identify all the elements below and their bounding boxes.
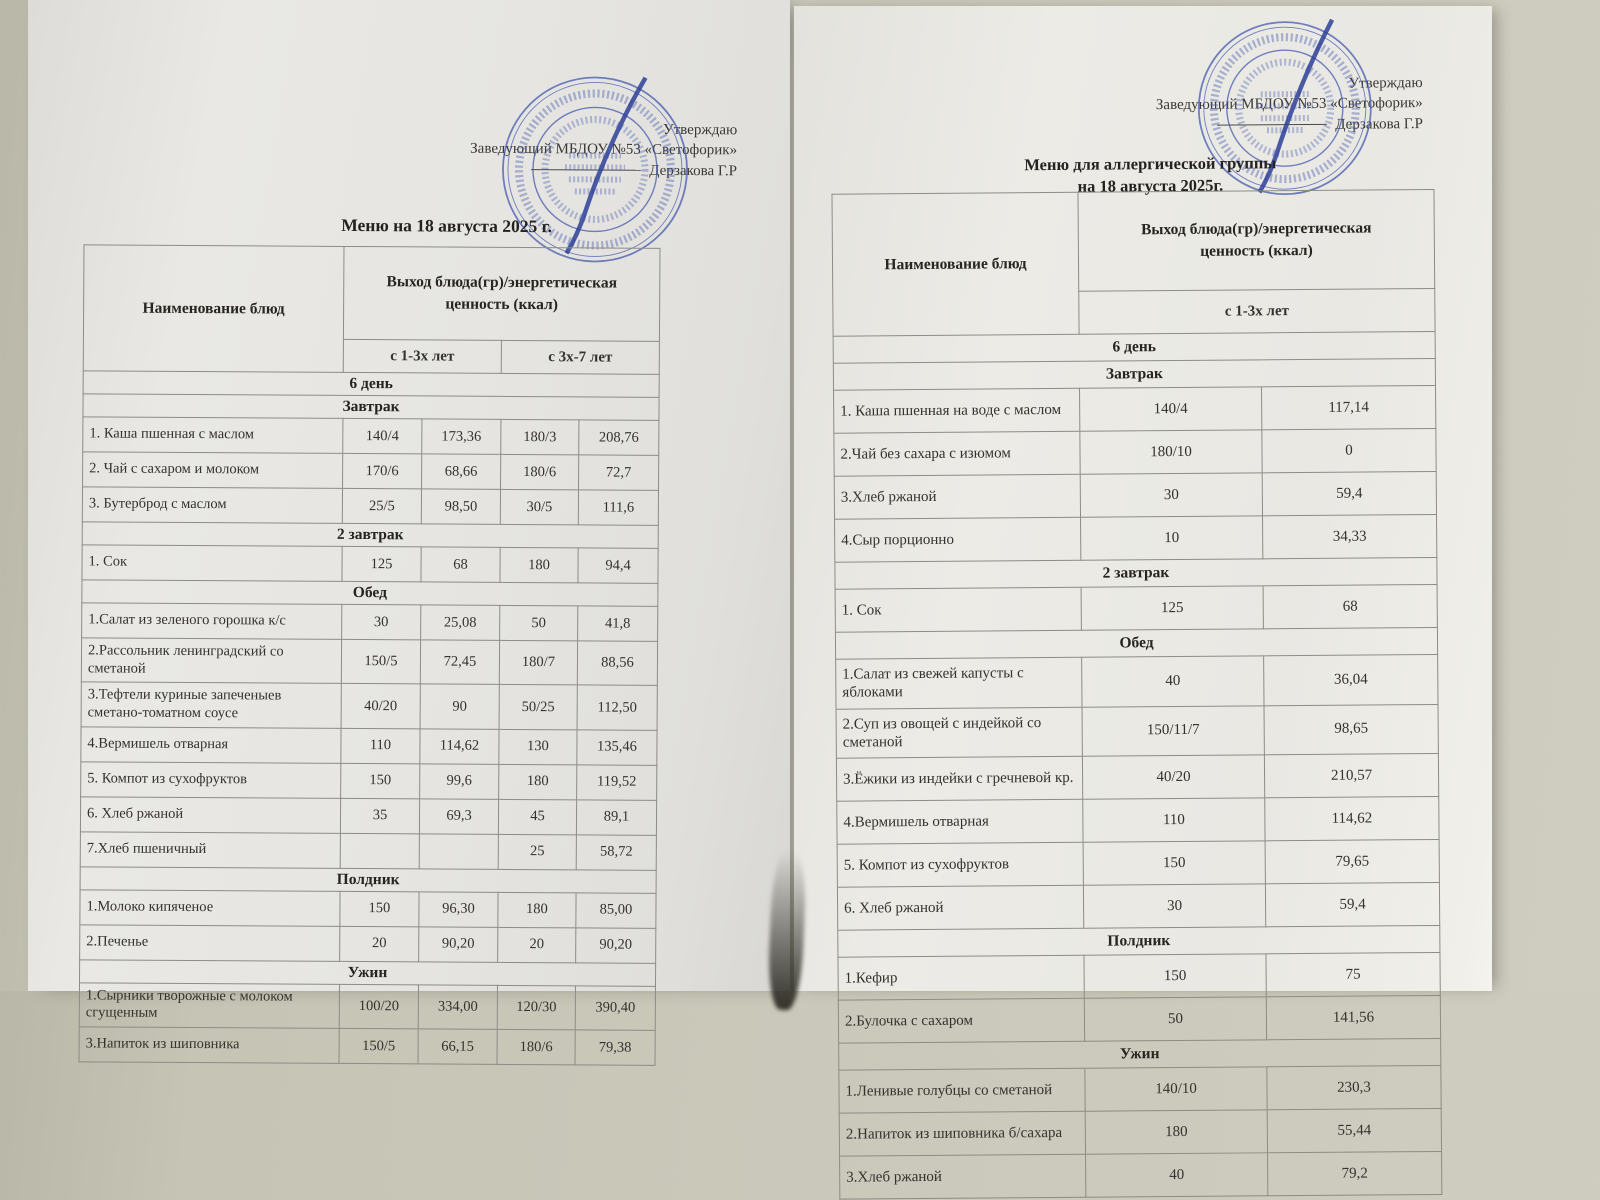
- value-cell: 150: [1083, 841, 1265, 885]
- value-cell: 34,33: [1263, 514, 1437, 558]
- value-cell: 180/10: [1080, 430, 1262, 474]
- col-header-age-1-3: с 1-3х лет: [343, 339, 501, 373]
- menu-item-row: [838, 996, 1440, 1044]
- value-cell: 59,4: [1262, 471, 1436, 515]
- value-cell: 25/5: [342, 488, 421, 523]
- signature-line: [531, 169, 641, 171]
- menu-table-main: [79, 244, 661, 1066]
- menu-table-body: [79, 371, 659, 1066]
- page-title-line2: на 18 августа 2025г.: [1077, 175, 1224, 197]
- value-cell: 180: [1085, 1110, 1267, 1154]
- col-header-output: Выход блюда(гр)/энергетическая ценность (ккал): [343, 246, 660, 341]
- value-cell: 135,46: [577, 730, 657, 765]
- header-row: [832, 189, 1435, 293]
- table-header: [832, 189, 1435, 336]
- value-cell: 100/20: [339, 984, 418, 1029]
- value-cell: 20: [498, 927, 576, 962]
- menu-item-row: [81, 682, 657, 730]
- value-cell: 180/6: [501, 454, 579, 489]
- value-cell: 117,14: [1262, 385, 1436, 429]
- value-cell: 50: [500, 605, 578, 640]
- menu-item-row: [835, 514, 1437, 562]
- dish-name-cell: 5. Компот из сухофруктов: [837, 842, 1083, 887]
- dish-name-cell: 1. Каша пшенная с маслом: [83, 417, 343, 454]
- menu-item-row: [834, 385, 1436, 433]
- menu-item-row: [79, 983, 655, 1031]
- value-cell: 94,4: [578, 548, 658, 583]
- value-cell: 50: [1084, 997, 1266, 1041]
- menu-item-row: [834, 428, 1436, 476]
- approval-block: [1003, 73, 1423, 137]
- table-header: [83, 245, 660, 375]
- dish-name-cell: 4.Вермишель отварная: [81, 727, 341, 764]
- dish-name-cell: 1. Сок: [835, 587, 1081, 632]
- menu-item-row: [837, 797, 1439, 845]
- value-cell: 68,66: [422, 454, 501, 489]
- value-cell: 334,00: [418, 985, 497, 1030]
- value-cell: [340, 833, 419, 868]
- value-cell: 88,56: [577, 641, 657, 686]
- dish-name-cell: 4.Сыр порционно: [835, 517, 1081, 562]
- col-header-dish-name: Наименование блюд: [832, 192, 1079, 336]
- value-cell: 110: [341, 728, 420, 763]
- menu-item-row: [81, 762, 657, 801]
- value-cell: 150: [340, 891, 419, 926]
- value-cell: 36,04: [1264, 654, 1438, 705]
- value-cell: 130: [499, 729, 577, 764]
- dish-name-cell: 1. Каша пшенная на воде с маслом: [834, 388, 1080, 433]
- value-cell: 180/3: [501, 419, 579, 454]
- value-cell: 75: [1266, 953, 1440, 997]
- menu-item-row: [839, 1109, 1441, 1157]
- value-cell: 30/5: [500, 489, 578, 524]
- dish-name-cell: 5. Компот из сухофруктов: [81, 762, 341, 799]
- value-cell: 68: [1263, 584, 1437, 628]
- dish-name-cell: 6. Хлеб ржаной: [837, 885, 1083, 930]
- value-cell: 90: [420, 684, 499, 729]
- day-label: 6 день: [83, 371, 659, 398]
- dish-name-cell: 7.Хлеб пшеничный: [80, 832, 340, 869]
- approval-line: Заведующий МБДОУ №53 «Светофорик»: [1155, 95, 1423, 114]
- value-cell: 125: [1081, 586, 1263, 630]
- col-header-dish-name: Наименование блюд: [83, 245, 344, 373]
- meal-section-title: Ужин: [839, 1039, 1441, 1071]
- menu-item-row: [82, 603, 658, 642]
- value-cell: 180: [499, 764, 577, 799]
- meal-section-title: 2 завтрак: [82, 522, 658, 549]
- dish-name-cell: 1.Молоко кипяченое: [80, 890, 340, 927]
- value-cell: 72,7: [579, 455, 659, 490]
- dish-name-cell: 1.Кефир: [838, 955, 1084, 1000]
- value-cell: 180/6: [497, 1030, 575, 1065]
- meal-section-title: Полдник: [838, 926, 1440, 958]
- value-cell: 50/25: [499, 685, 577, 730]
- value-cell: 96,30: [419, 892, 498, 927]
- menu-item-row: [839, 1066, 1441, 1114]
- value-cell: 150: [1084, 954, 1266, 998]
- menu-item-row: [80, 925, 656, 964]
- value-cell: 55,44: [1267, 1109, 1441, 1153]
- menu-item-row: [837, 840, 1439, 888]
- approver-name: Дерзакова Г.Р: [1335, 115, 1424, 133]
- value-cell: 68: [421, 547, 500, 582]
- value-cell: 141,56: [1266, 996, 1440, 1040]
- value-cell: 90,20: [576, 928, 656, 963]
- value-cell: 45: [498, 799, 576, 834]
- value-cell: 210,57: [1264, 754, 1438, 798]
- value-cell: 90,20: [419, 927, 498, 962]
- value-cell: 66,15: [418, 1029, 497, 1064]
- value-cell: 30: [342, 604, 421, 639]
- value-cell: 30: [1080, 473, 1262, 517]
- dish-name-cell: 3.Напиток из шиповника: [79, 1027, 339, 1064]
- value-cell: 89,1: [576, 800, 656, 835]
- menu-item-row: [83, 452, 659, 491]
- approval-signature-line: [1003, 114, 1423, 138]
- value-cell: 150: [341, 763, 420, 798]
- value-cell: 69,3: [419, 799, 498, 834]
- header-row: [83, 245, 660, 342]
- meal-section-title: Полдник: [80, 867, 656, 894]
- approval-signature-line: [317, 158, 737, 181]
- menu-document-main: [28, 0, 790, 1056]
- meal-section-title: Обед: [835, 627, 1437, 659]
- value-cell: 98,65: [1264, 704, 1438, 755]
- dish-name-cell: 1. Сок: [82, 545, 342, 582]
- value-cell: 25: [498, 834, 576, 869]
- dish-name-cell: 2.Рассольник ленинградский со сметаной: [81, 638, 341, 684]
- value-cell: 208,76: [579, 420, 659, 455]
- menu-item-row: [836, 654, 1438, 708]
- value-cell: 180/7: [499, 640, 577, 685]
- approver-name: Дерзакова Г.Р: [649, 162, 738, 179]
- menu-item-row: [836, 754, 1438, 802]
- value-cell: 35: [340, 798, 419, 833]
- dish-name-cell: 2.Напиток из шиповника б/сахара: [839, 1111, 1085, 1156]
- value-cell: 40/20: [341, 684, 420, 729]
- menu-item-row: [837, 883, 1439, 931]
- value-cell: 390,40: [575, 986, 655, 1031]
- menu-item-row: [82, 545, 658, 584]
- value-cell: 173,36: [422, 419, 501, 454]
- approval-block: [317, 118, 737, 181]
- dish-name-cell: 3.Хлеб ржаной: [840, 1154, 1086, 1199]
- dish-name-cell: 2.Суп из овощей с индейкой со сметаной: [836, 707, 1082, 759]
- value-cell: 40: [1082, 656, 1264, 707]
- dish-name-cell: 4.Вермишель отварная: [837, 799, 1083, 844]
- value-cell: 125: [342, 546, 421, 581]
- menu-item-row: [81, 638, 657, 686]
- menu-document-allergy: [794, 6, 1492, 1186]
- dish-name-cell: 3.Тефтели куриные запеченыев сметано-томатном соусе: [81, 682, 341, 728]
- dish-name-cell: 1.Сырники творожные с молоком сгущенным: [79, 983, 339, 1029]
- value-cell: 150/11/7: [1082, 705, 1264, 756]
- value-cell: 85,00: [576, 893, 656, 928]
- value-cell: 150/5: [341, 639, 420, 684]
- dish-name-cell: 2.Печенье: [80, 925, 340, 962]
- value-cell: 25,08: [421, 605, 500, 640]
- value-cell: 79,65: [1265, 840, 1439, 884]
- value-cell: 180: [498, 892, 576, 927]
- value-cell: 112,50: [577, 685, 657, 730]
- approval-line: Заведующий МБДОУ №53 «Светофорик»: [470, 140, 738, 159]
- col-header-age-3-7: с 3х-7 лет: [501, 340, 659, 374]
- col-header-age-1-3: с 1-3х лет: [1079, 288, 1435, 334]
- dish-name-cell: 6. Хлеб ржаной: [80, 797, 340, 834]
- menu-item-row: [79, 1027, 655, 1066]
- dish-name-cell: 3. Бутерброд с маслом: [82, 487, 342, 524]
- dish-name-cell: 2.Чай без сахара с изюмом: [834, 431, 1080, 476]
- menu-item-row: [838, 953, 1440, 1001]
- value-cell: [419, 834, 498, 869]
- meal-section-title: Ужин: [79, 960, 655, 987]
- left-page-content: [22, 0, 790, 1056]
- value-cell: 72,45: [420, 640, 499, 685]
- menu-item-row: [80, 797, 656, 836]
- menu-item-row: [80, 890, 656, 929]
- value-cell: 79,38: [575, 1030, 655, 1065]
- dish-name-cell: 2.Булочка с сахаром: [838, 998, 1084, 1043]
- value-cell: 111,6: [578, 490, 658, 525]
- menu-table-allergy: [831, 189, 1442, 1200]
- meal-section-title: Обед: [82, 580, 658, 607]
- value-cell: 119,52: [577, 765, 657, 800]
- menu-table-body: [833, 331, 1442, 1199]
- page-title-line1: Меню для аллергической группы: [1024, 153, 1277, 175]
- value-cell: 99,6: [420, 764, 499, 799]
- value-cell: 140/4: [1080, 387, 1262, 431]
- meal-section-row: [79, 960, 655, 987]
- value-cell: 40: [1086, 1153, 1268, 1197]
- value-cell: 41,8: [578, 606, 658, 641]
- menu-item-row: [835, 584, 1437, 632]
- value-cell: 30: [1083, 884, 1265, 928]
- right-page-content: [794, 1, 1500, 1186]
- col-header-output: Выход блюда(гр)/энергетическая ценность (ккал): [1078, 189, 1435, 291]
- signature-line: [1217, 123, 1327, 125]
- menu-item-row: [80, 832, 656, 871]
- value-cell: 140/10: [1085, 1067, 1267, 1111]
- page-title: Меню на 18 августа 2025 г.: [341, 214, 553, 237]
- meal-section-title: Завтрак: [83, 394, 659, 421]
- value-cell: 79,2: [1268, 1152, 1442, 1196]
- value-cell: 59,4: [1265, 883, 1439, 927]
- value-cell: 10: [1081, 516, 1263, 560]
- value-cell: 230,3: [1267, 1066, 1441, 1110]
- value-cell: 0: [1262, 428, 1436, 472]
- value-cell: 58,72: [576, 835, 656, 870]
- value-cell: 150/5: [339, 1029, 418, 1064]
- value-cell: 20: [340, 926, 419, 961]
- dish-name-cell: 1.Ленивые голубцы со сметаной: [839, 1068, 1085, 1113]
- dish-name-cell: 1.Салат из зеленого горошка к/с: [82, 603, 342, 640]
- value-cell: 98,50: [421, 489, 500, 524]
- approval-line: Утверждаю: [662, 121, 738, 139]
- day-label: 6 день: [833, 331, 1435, 363]
- approval-line: Утверждаю: [1348, 75, 1423, 92]
- menu-item-row: [836, 704, 1438, 758]
- menu-item-row: [83, 417, 659, 456]
- value-cell: 110: [1083, 798, 1265, 842]
- value-cell: 140/4: [343, 418, 422, 453]
- value-cell: 120/30: [497, 985, 575, 1030]
- menu-item-row: [840, 1152, 1442, 1200]
- menu-item-row: [81, 727, 657, 766]
- meal-section-title: Завтрак: [833, 358, 1435, 390]
- dish-name-cell: 2. Чай с сахаром и молоком: [83, 452, 343, 489]
- menu-item-row: [834, 471, 1436, 519]
- dish-name-cell: 3.Хлеб ржаной: [834, 474, 1080, 519]
- dish-name-cell: 3.Ёжики из индейки с гречневой кр.: [836, 756, 1082, 801]
- value-cell: 180: [500, 547, 578, 582]
- value-cell: 114,62: [1265, 797, 1439, 841]
- dish-name-cell: 1.Салат из свежей капусты с яблоками: [836, 657, 1082, 709]
- value-cell: 114,62: [420, 729, 499, 764]
- value-cell: 40/20: [1082, 755, 1264, 799]
- meal-section-title: 2 завтрак: [835, 557, 1437, 589]
- value-cell: 170/6: [343, 453, 422, 488]
- menu-item-row: [82, 487, 658, 526]
